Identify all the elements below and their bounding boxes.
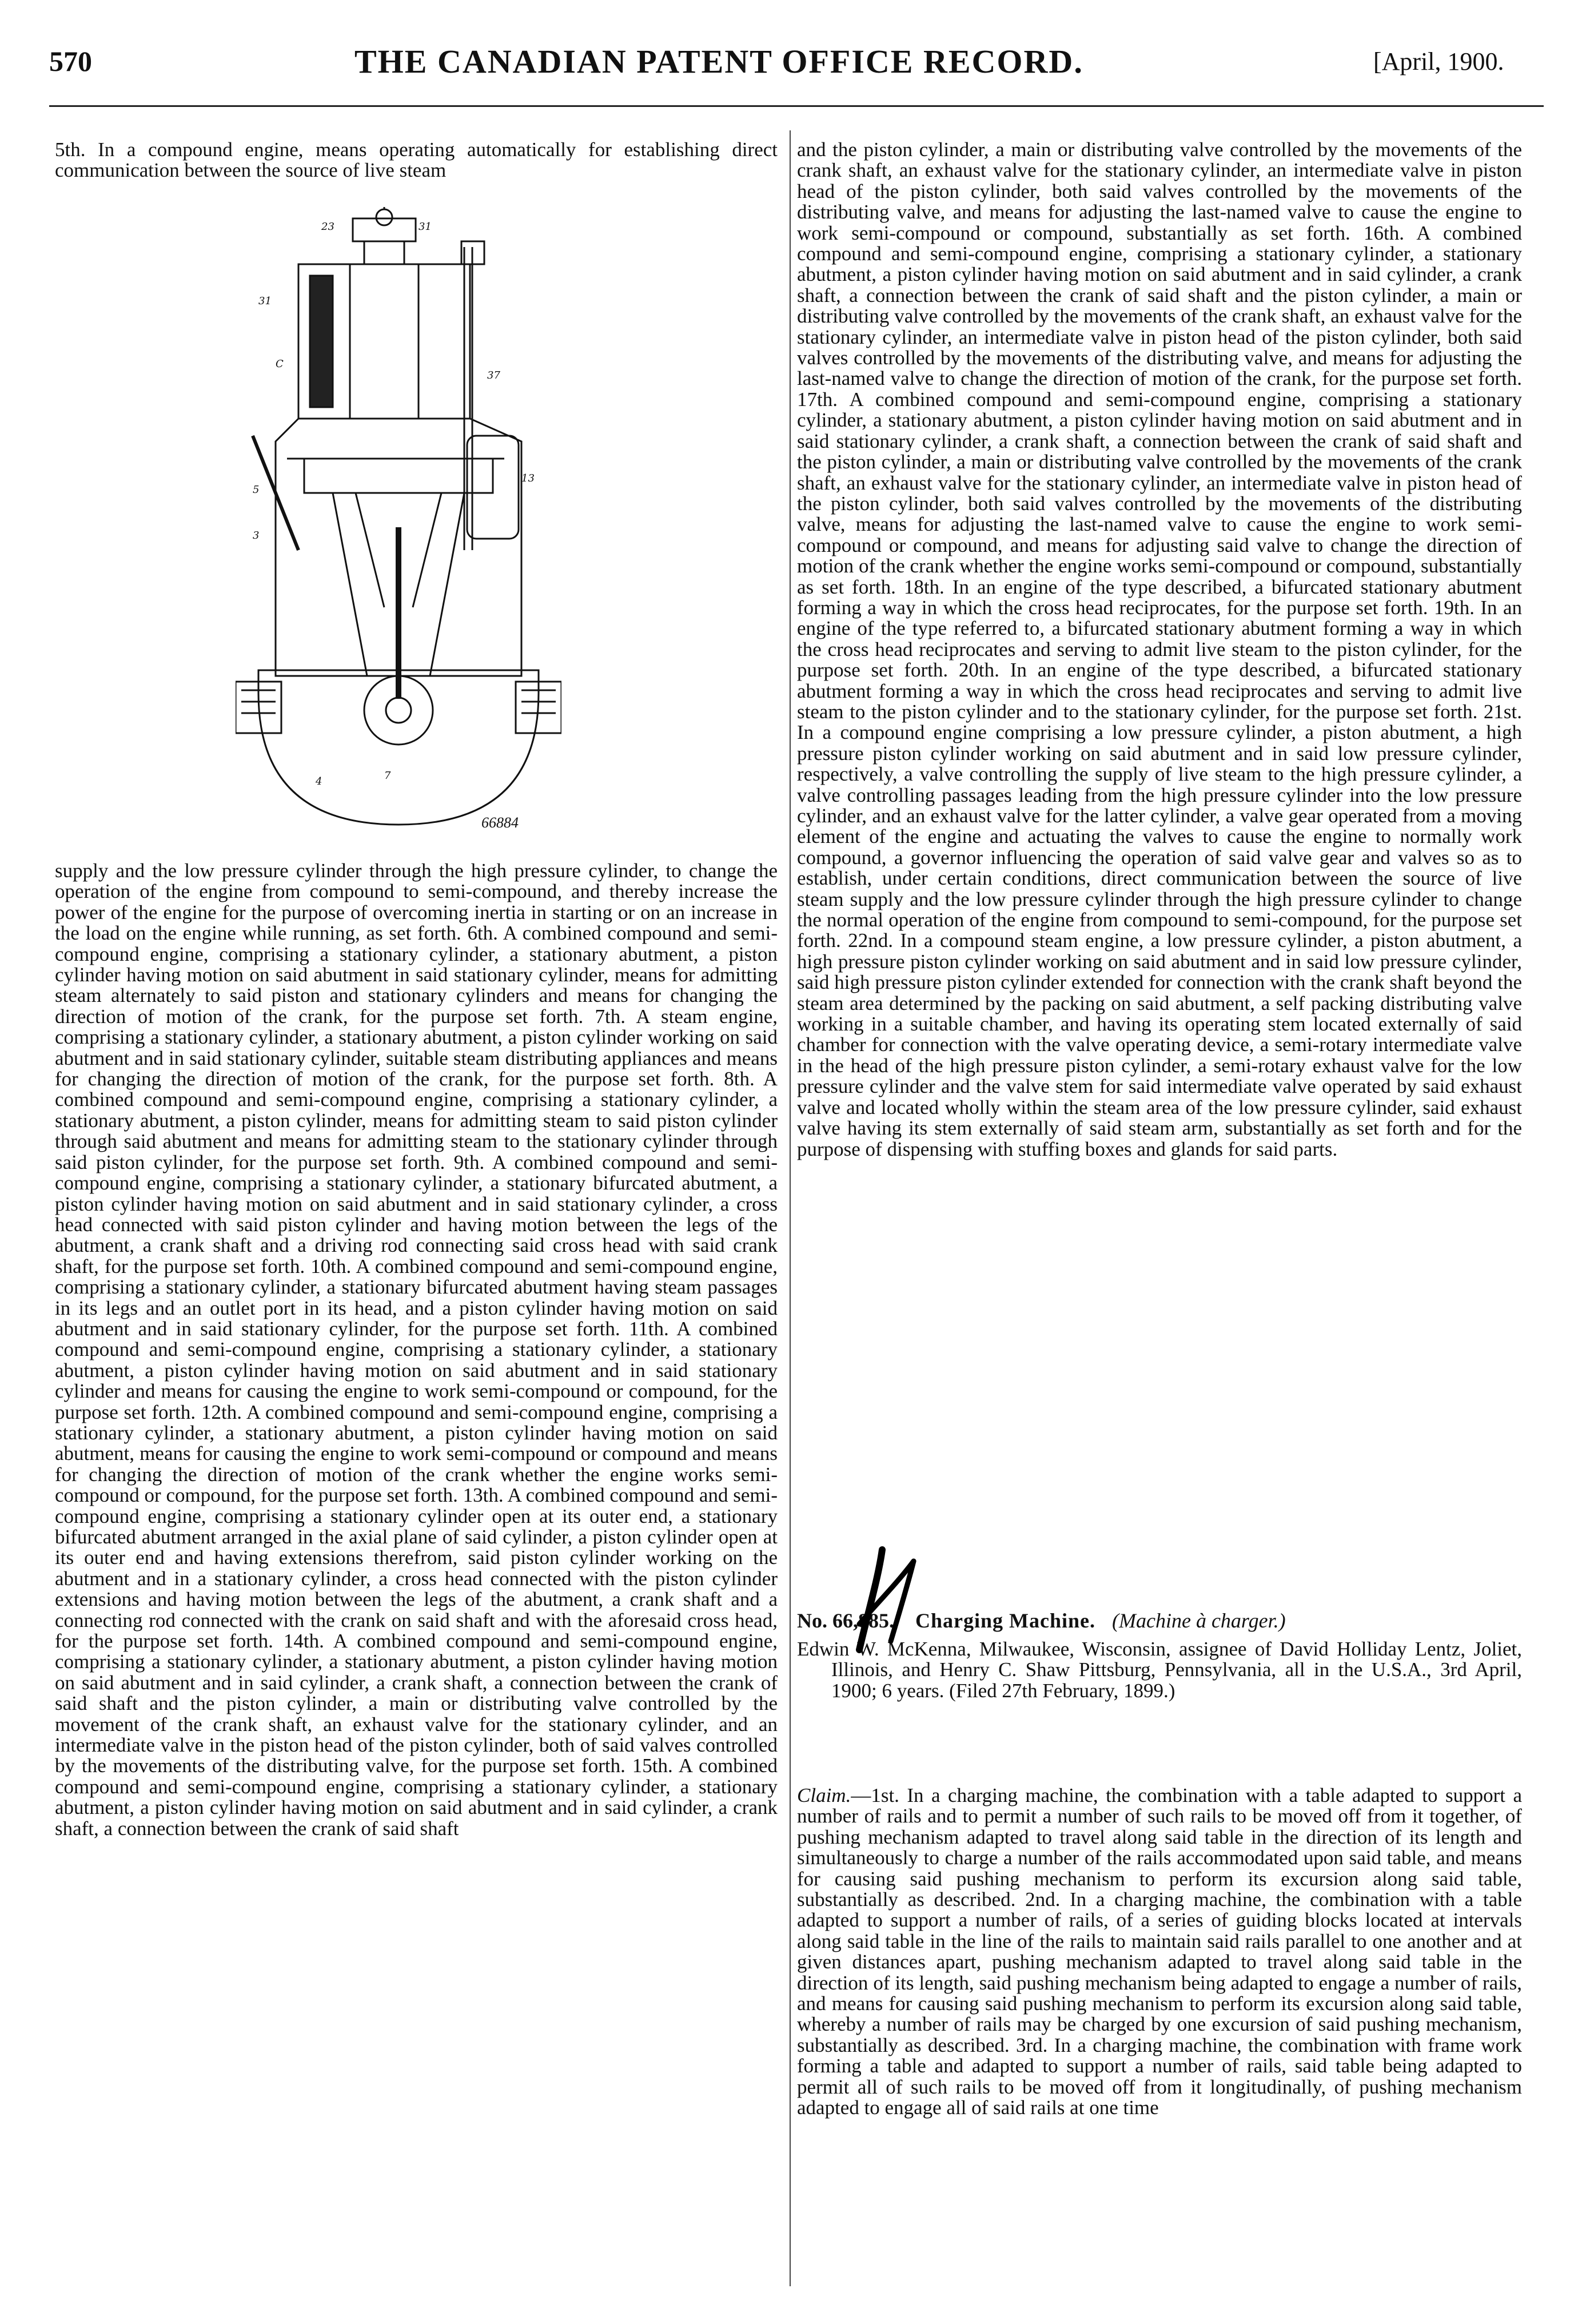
figure-number: 66884 [481,814,519,831]
patent-french-title: (Machine à charger.) [1112,1609,1286,1632]
svg-text:31: 31 [258,295,272,307]
svg-text:C: C [276,358,284,370]
page-number: 570 [49,45,92,77]
svg-text:3: 3 [253,530,260,542]
left-column-intro [55,140,778,201]
claims-continued-text: and the piston cylinder, a main or distributing valve controlled by the movements of the crank shaft, an exhaust valve for the stationary cylinder, an intermediate valve in piston head of the piston cylinder, both said valves controlled by the movements of the distributing valve, and means for adjusting the last-named valve to cause the engine to work semi-compound or compound, substantially as set forth. 16th. A combined compound and semi-compound engine, comprising a stationary cylinder, a stationary abutment, a piston cylinder having motion on said abutment and in said cylinder, a crank shaft, a connection between the crank of said shaft and the piston cylinder, a main or distributing valve controlled by the movements of the crank shaft, an exhaust valve for the stationary cylinder, an intermediate valve in piston head of the piston cylinder, both said valves controlled by the movements of the distributing valve, and means for adjusting the last-named valve to change the direction of motion of the crank, for the purpose set forth. 17th. A combined compound and semi-compound engine, comprising a stationary cylinder, a stationary abutment, a piston cylinder having motion on said abutment and in said stationary cylinder, a crank shaft, a connection between the crank of said shaft and the piston cylinder, a main or distributing valve controlled by the movements of the crank shaft, an exhaust valve for the stationary cylinder, an intermediate valve in piston head of the piston cylinder, both said valves controlled by the movements of the distributing valve, means for adjusting the last-named valve to cause the engine to work semi-compound or compound, and means for adjusting said valve to change the direction of motion of the crank whether the engine works semi-compound or compound, substantially as set forth. 18th. In an engine of the type described, a bifurcated stationary abutment forming a way in which the cross head reciprocates, for the purpose set forth. 19th. In an engine of the type referred to, a bifurcated stationary abutment forming a way in which the cross head reciprocates and serving to admit live steam to the piston cylinder, for the purpose set forth. 20th. In an engine of the type described, a bifurcated stationary abutment forming a way in which the cross head reciprocates and serving to admit live steam to the piston cylinder and to the stationary cylinder, for the purpose set forth. 21st. In a compound engine comprising a low pressure cylinder, a piston abutment, a high pressure piston cylinder working on said abutment and in said low pressure cylinder, respectively, a valve controlling the supply of live steam to the high pressure cylinder, a valve controlling passages leading from the high pressure cylinder into the low pressure cylinder, and an exhaust valve for the latter cylinder, a valve gear operated from a moving element of the engine and actuating the valves to cause the engine to normally work compound, a governor influencing the operation of said valve gear and valves so as to establish, under certain conditions, direct communication between the source of live steam supply and the low pressure cylinder through the high pressure cylinder to change the normal operation of the engine from compound to semi-compound, for the purpose set forth. 22nd. In a compound steam engine, a low pressure cylinder, a piston abutment, a high pressure piston cylinder working on said abutment and in said low pressure cylinder, said high pressure piston cylinder extended for connection with the crank shaft beyond the steam area determined by the packing on said abutment, a self packing distributing valve working in a suitable chamber, and having its operating stem located externally of said chamber for connection with the valve operating device, a semi-rotary intermediate valve in the head of the high pressure piston cylinder, a semi-rotary exhaust valve for the low pressure cylinder and the valve stem for said intermediate valve operated by said exhaust valve and located wholly within the steam area of the low pressure cylinder, said exhaust valve having its stem externally of said steam arm, substantially as set forth and for the purpose of dispensing with stuffing boxes and glands for said parts. [797,140,1522,1160]
svg-text:4: 4 [316,775,322,787]
journal-title: THE CANADIAN PATENT OFFICE RECORD. [354,43,1083,80]
claim-paragraph [797,1785,1522,2119]
handwritten-pen-mark [828,1544,942,1658]
claim-label: Claim. [797,1785,851,1806]
column-divider [790,130,791,2286]
left-column-body [55,861,778,2280]
patent-number: No. 66,885. [797,1609,894,1632]
svg-text:37: 37 [487,369,500,381]
inventor-details: Edwin W. McKenna, Milwaukee, Wisconsin, assignee of David Holliday Lentz, Joliet, Illinois, and Henry C. Shaw Pittsburg, Pennsylvania, all in the U.S.A., 3rd April, 1900; 6 years. (Filed 27th February, 1899.) [797,1638,1522,1702]
svg-text:5: 5 [253,484,260,496]
claims-text: supply and the low pressure cylinder through the high pressure cylinder, to change the operation of the engine from compound to semi-compound, and thereby increase the power of the engine for the purpose of overcoming inertia in starting or on an increase in the load on the engine while running, as set forth. 6th. A combined compound and semi-compound engine, comprising a stationary cylinder, a stationary abutment, a piston cylinder having motion on said abutment in said stationary cylinder, means for admitting steam alternately to said piston and stationary cylinders and means for changing the direction of motion of the crank, for the purpose set forth. 7th. A steam engine, comprising a stationary cylinder, a stationary abutment, a piston cylinder working on said abutment and in said stationary cylinder, suitable steam distributing appliances and means for changing the direction of motion of the crank, for the purpose set forth. 8th. A combined compound and semi-compound engine, comprising a stationary cylinder, a stationary abutment, a piston cylinder, means for admitting steam to said piston cylinder through said abutment and means for admitting steam to the stationary cylinder through said piston cylinder, for the purpose set forth. 9th. A combined compound and semi-compound engine, comprising a stationary cylinder, a stationary bifurcated abutment, a piston cylinder having motion on said abutment and in said stationary cylinder, a cross head connected with said piston cylinder and having motion between the legs of the abutment, a crank shaft and a driving rod connecting said cross head with said crank shaft, for the purpose set forth. 10th. A combined compound and semi-compound engine, comprising a stationary cylinder, a stationary bifurcated abutment having steam passages in its legs and an outlet port in its head, and a piston cylinder having motion on said abutment and in said stationary cylinder, for the purpose set forth. 11th. A combined compound and semi-compound engine, comprising a stationary cylinder, a stationary abutment, a piston cylinder having motion on said abutment and in said stationary cylinder and means for causing the engine to work semi-compound or compound, for the purpose set forth. 12th. A combined compound and semi-compound engine, comprising a stationary cylinder, a stationary abutment, a piston cylinder having motion on said abutment, means for causing the engine to work semi-compound or compound and means for changing the direction of motion of the crank whether the engine works semi-compound or compound, for the purpose set forth. 13th. A combined compound and semi-compound engine, comprising a stationary cylinder open at its outer end, a stationary bifurcated abutment arranged in the axial plane of said cylinder, a piston cylinder open at its outer end and having extensions therefrom, said piston cylinder working on the abutment and in a stationary cylinder, a cross head connected with the piston cylinder extensions and having motion between the legs of the abutment, a crank shaft and a connecting rod connected with the crank on said shaft and with the aforesaid cross head, for the purpose set forth. 14th. A combined compound and semi-compound engine, comprising a stationary cylinder, a stationary abutment, a piston cylinder having motion on said abutment and in said cylinder, a crank shaft, a connection between the crank of said shaft and the piston cylinder, a main or distributing valve controlled by the movement of the crank shaft, an exhaust valve for the stationary cylinder, and an intermediate valve in the piston head of the piston cylinder, both of said valves controlled by the movements of the distributing valve, for the purpose set forth. 15th. A combined compound and semi-compound engine, comprising a stationary cylinder, a stationary abutment, a piston cylinder having motion on said abutment and in said cylinder, a crank shaft, a connection between the crank of said shaft [55,861,778,1840]
issue-date: [April, 1900. [1373,47,1504,75]
patent-title: Charging Machine. [915,1609,1096,1632]
claim-text: —1st. In a charging machine, the combination with a table adapted to support a number of rails and to permit a number of such rails to be moved off from it together, of pushing mechanism adapted to travel along said table in the direction of its length and simultaneously to charge a number of the rails accommodated upon said table, and means for causing said pushing mechanism to perform its excursion along said table, substantially as described. 2nd. In a charging machine, the combination with a table adapted to support a number of rails, of a series of guiding blocks located at intervals along said table in the line of the rails to maintain said rails parallel to one another and at given distances apart, pushing mechanism adapted to travel along said table in the direction of its length, said pushing mechanism being adapted to engage a number of rails, and means for causing said pushing mechanism to perform its excursion along said table, whereby a number of rails may be charged by one excursion of said pushing mechanism, substantially as described. 3rd. In a charging machine, the combination with frame work forming a table and adapted to support a number of rails, said table being adapted to permit all of such rails to be moved off from it longitudinally, of pushing mechanism adapted to engage all of said rails at one time [797,1785,1522,2119]
claim-5-text: 5th. In a compound engine, means operating automatically for establishing direct communication between the source of live steam [55,140,778,182]
right-column-body [797,140,1522,1586]
charging-machine-claims [797,1785,1522,2281]
header-rule [49,105,1544,107]
svg-text:23: 23 [321,221,334,233]
svg-text:13: 13 [521,472,535,484]
svg-text:7: 7 [384,770,391,782]
svg-text:31: 31 [419,221,432,233]
engine-patent-drawing [236,207,561,847]
